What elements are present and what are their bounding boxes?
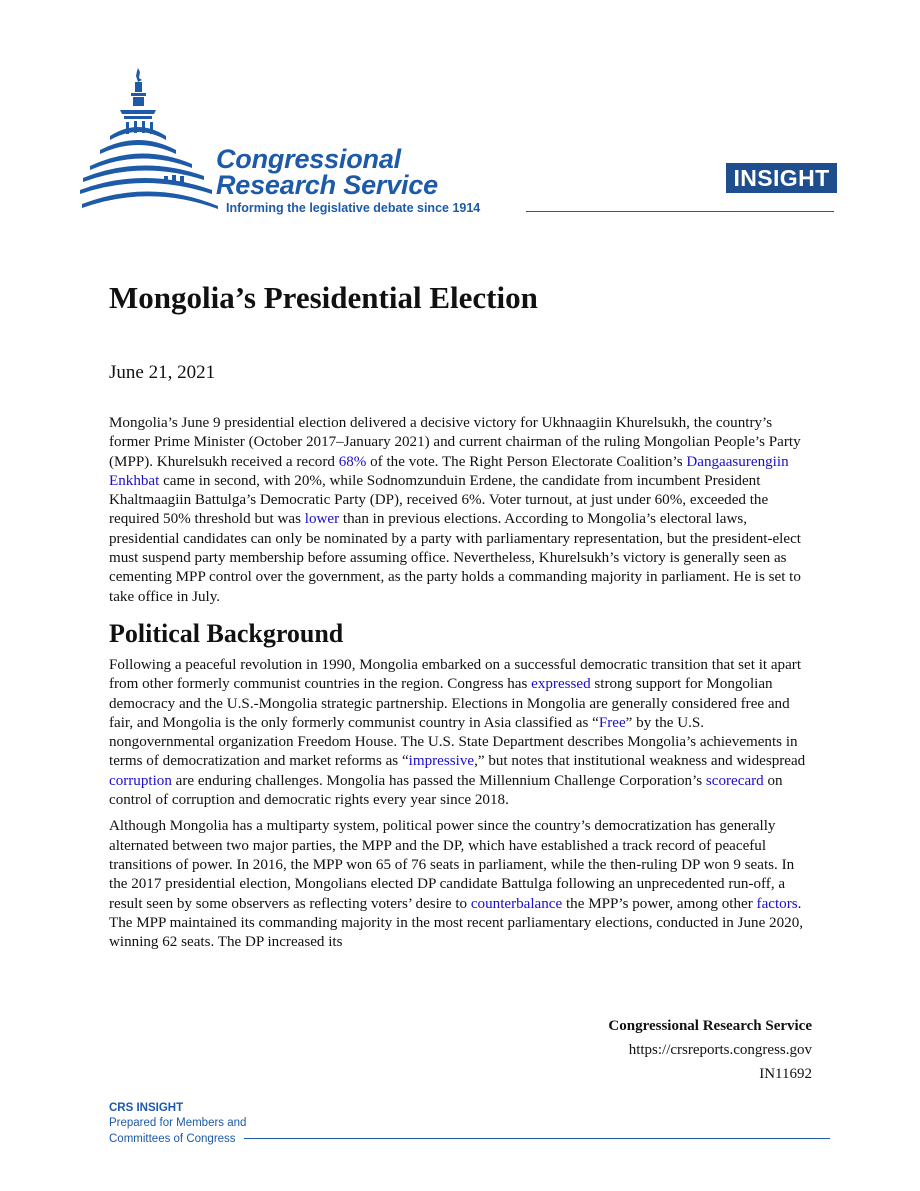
footer-org: Congressional Research Service (608, 1018, 812, 1034)
insight-badge: INSIGHT (726, 163, 837, 193)
bottom-rule (244, 1138, 830, 1139)
text-run: on control of corruption and democratic rights every year since 2018. (109, 772, 783, 809)
hyperlink[interactable]: expressed (531, 676, 591, 693)
hyperlink[interactable]: scorecard (705, 772, 764, 789)
capitol-dome-icon (80, 66, 230, 216)
crs-insight-label (109, 1101, 246, 1147)
crs-logo (80, 66, 840, 226)
hyperlink[interactable]: Free (598, 714, 626, 731)
publication-date: June 21, 2021 (109, 362, 216, 383)
tagline-rule (526, 211, 834, 212)
text-run: of the vote. The Right Person Electorate Coalition’s (366, 453, 687, 470)
text-run: than in previous elections. According to Mongolia’s electoral laws, presidential candidates can only be nominated by a party with parliamentary representation, but the president-elect must suspend party membership before assuming office. Nevertheless, Khurelsukh’s victory is generally seen as cementing MPP control over the government, as the party holds a commanding majority in parliament. He is set to take office in July. (109, 511, 801, 605)
hyperlink[interactable]: counterbalance (470, 895, 563, 912)
hyperlink[interactable]: 68% (338, 453, 367, 470)
hyperlink[interactable]: factors (756, 895, 798, 912)
crs-insight-heading: CRS INSIGHT (109, 1102, 184, 1114)
text-run: strong support for Mongolian democracy and the U.S.-Mongolia strategic partnership. Elections in Mongolia are generally considered free and fair, and Mongolia is the only formerly communist country in Asia classified as “ (109, 676, 790, 731)
text-run: came in second, with 20%, while Sodnomzunduin Erdene, the candidate from incumbent President Khaltmaagiin Battulga’s Democratic Party (DP), received 6%. Voter turnout, at just under 60%, exceeded the required 50% threshold but was (109, 472, 769, 528)
prepared-for-line2: Committees of Congress (109, 1133, 236, 1145)
hyperlink[interactable]: corruption (109, 772, 172, 789)
logo-title-line2: Research Service (216, 170, 438, 200)
page-title: Mongolia’s Presidential Election (109, 280, 538, 315)
hyperlink[interactable]: Dangaasurengiin Enkhbat (109, 453, 789, 489)
text-run: ” by the U.S. nongovernmental organization Freedom House. The U.S. State Department describes Mongolia’s achievements in terms of democratization and market reforms as “ (109, 714, 798, 770)
text-run: the MPP’s power, among other (562, 895, 757, 912)
text-run: . The MPP maintained its commanding majority in the most recent parliamentary elections, conducted in June 2020, winning 62 seats. The DP increased its (109, 895, 804, 951)
footer-url[interactable]: https://crsreports.congress.gov (628, 1042, 812, 1058)
section-heading: Political Background (109, 618, 344, 648)
text-run: Although Mongolia has a multiparty system, political power since the country’s democratization has generally alternated between two major parties, the MPP and the DP, which have established a track record of peaceful transitions of power. In 2016, the MPP won 65 of 76 seats in parliament, while the then-ruling DP won 9 seats. In the 2017 presidential election, Mongolians elected DP candidate Battulga following an unprecedented run-off, a result seen by some observers as reflecting voters’ desire to (109, 818, 795, 912)
report-footer (608, 1014, 812, 1086)
section-paragraph (109, 817, 812, 952)
text-run: are enduring challenges. Mongolia has passed the Millennium Challenge Corporation’s (171, 772, 706, 789)
report-id: IN11692 (759, 1066, 812, 1082)
prepared-for-line1: Prepared for Members and (109, 1117, 247, 1129)
hyperlink[interactable]: lower (304, 511, 340, 528)
logo-title-line1: Congressional (216, 144, 401, 174)
section-paragraph (109, 656, 812, 810)
hyperlink[interactable]: impressive (408, 753, 475, 770)
text-run: ,” but notes that institutional weakness and widespread (474, 753, 806, 770)
text-run: Mongolia’s June 9 presidential election delivered a decisive victory for Ukhnaagiin Khurelsukh, the country’s former Prime Minister (October 2017–January 2021) and current chairman of the ruling Mongolian People’s Party (MPP). Khurelsukh received a record (109, 415, 801, 470)
text-run: Following a peaceful revolution in 1990, Mongolia embarked on a successful democratic transition that set it apart from other formerly communist countries in the region. Congress has (109, 656, 802, 693)
logo-tagline: Informing the legislative debate since 1914 (226, 201, 481, 215)
document-body (109, 414, 812, 959)
intro-paragraph (109, 414, 812, 607)
